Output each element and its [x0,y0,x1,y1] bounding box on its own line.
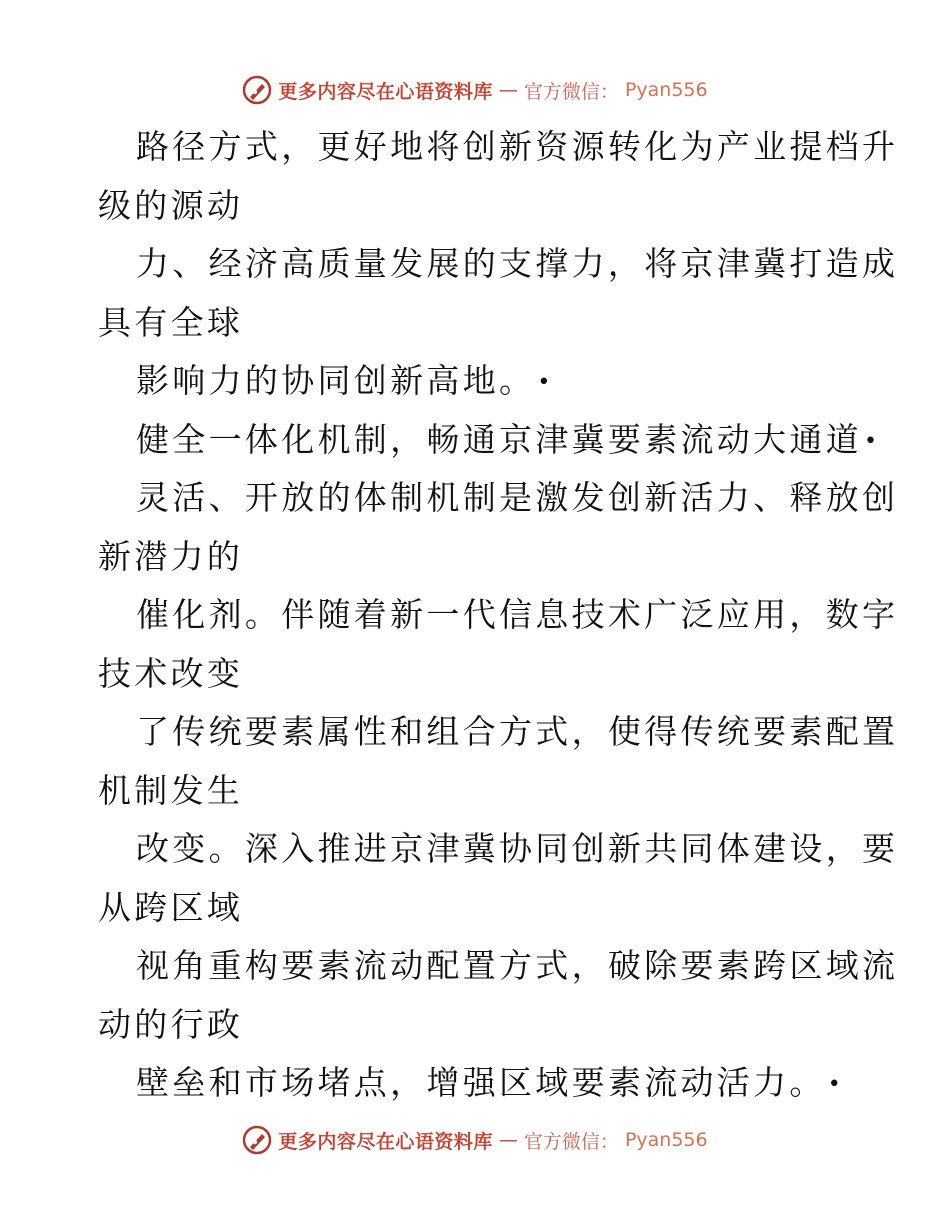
watermark-text: 更多内容尽在心语资料库 [278,80,493,103]
body-text: 力、经济高质量发展的支撑力，将京津冀打造成 [136,244,899,283]
pen-logo-icon [242,75,272,105]
body-text: 影响力的协同创新高地。 [136,361,536,400]
body-text-line [98,235,899,294]
body-text: 催化剂。伴随着新一代信息技术广泛应用，数字 [136,595,899,634]
body-text: 级的源动 [98,185,244,225]
body-text: 具有全球 [98,302,244,342]
body-text: 从跨区域 [98,887,244,927]
body-text-line [98,352,858,411]
watermark-wechat-id: Pyan556 [624,79,708,101]
body-text: 了传统要素属性和组合方式，使得传统要素配置 [136,712,899,751]
body-text-line [98,586,899,645]
body-text: 动的行政 [98,1004,244,1044]
body-text-line [98,411,881,470]
watermark-dash: — [498,79,518,101]
body-text: 健全一体化机制，畅通京津冀要素流动大通道 [136,419,862,459]
watermark-text: 更多内容尽在心语资料库 [278,1130,493,1153]
document-body [98,118,899,1113]
body-text: 改变。深入推进京津冀协同创新共同体建设，要 [136,829,899,868]
body-text: 新潜力的 [98,536,244,576]
body-text: 机制发生 [98,770,244,810]
body-text: 灵活、开放的体制机制是激发创新活力、释放创 [136,478,899,517]
body-text-line [98,820,899,879]
body-text-line [98,996,858,1055]
watermark-dash: — [498,1129,518,1151]
watermark-wechat-label: 官方微信： [523,80,619,103]
bullet-marker: • [537,370,554,395]
watermark-wechat-label: 官方微信： [523,1130,619,1153]
body-text-line [98,1054,858,1113]
body-text-line [98,703,899,762]
body-text-line [98,294,858,353]
body-text-line [98,937,899,996]
body-text-line [98,762,858,821]
bullet-marker: • [827,1072,844,1097]
body-text-line [98,645,858,704]
pen-logo-icon [242,1125,272,1155]
bullet-marker: • [864,428,881,454]
body-text: 视角重构要素流动配置方式，破除要素跨区域流 [136,946,899,985]
body-text-line [98,177,858,236]
body-text-line [98,118,899,177]
body-text: 技术改变 [98,653,244,693]
body-text-line [98,528,858,587]
watermark-wechat-id: Pyan556 [624,1129,708,1151]
body-text: 壁垒和市场堵点，增强区域要素流动活力。 [136,1063,826,1102]
body-text-line [98,469,899,528]
footer-watermark [0,1120,950,1160]
header-watermark [0,70,950,110]
body-text: 路径方式，更好地将创新资源转化为产业提档升 [136,127,899,166]
body-text-line [98,879,858,938]
